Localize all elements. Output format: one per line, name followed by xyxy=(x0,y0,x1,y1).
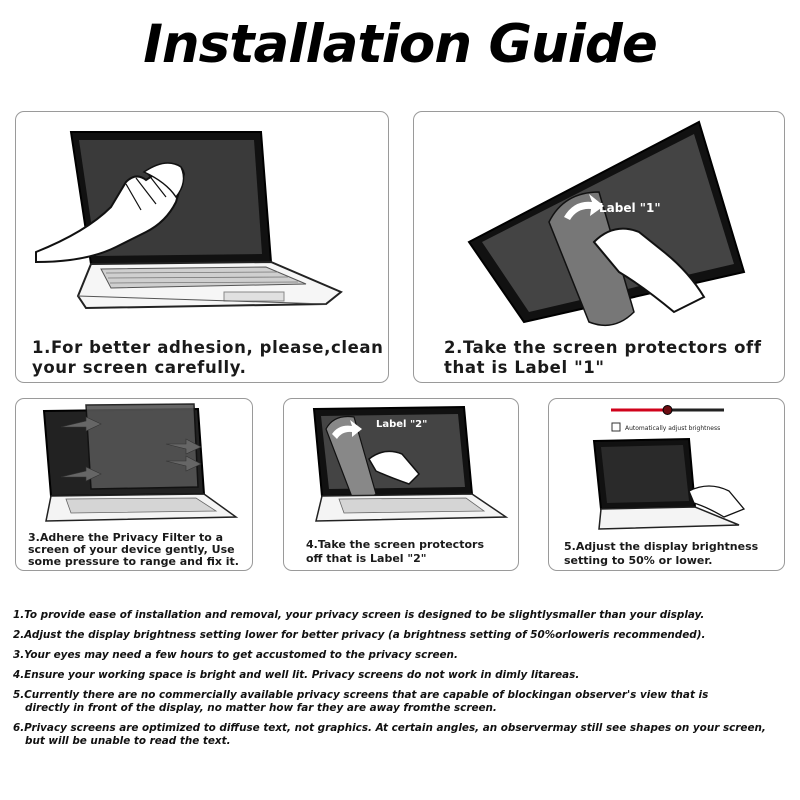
note-5-text: 5.Currently there are no commercially available privacy screens that are capable of blockingan observer's view that is xyxy=(13,689,709,701)
auto-brightness-label: Automatically adjust brightness xyxy=(625,425,721,432)
step-1-panel xyxy=(15,111,389,383)
note-3-text: 3.Your eyes may need a few hours to get accustomed to the privacy screen. xyxy=(13,649,458,661)
step-4-panel xyxy=(283,398,519,571)
note-item xyxy=(13,609,788,622)
step-3-caption: 3.Adhere the Privacy Filter to a screen of your device gently, Use some pressure to range and fix it. xyxy=(28,531,239,568)
note-item xyxy=(13,669,788,682)
note-6-text: 6.Privacy screens are optimized to diffuse text, not graphics. At certain angles, an observermay still see shapes on your screen, xyxy=(13,722,766,734)
step-1-caption: 1.For better adhesion, please,clean your screen carefully. xyxy=(32,338,384,377)
step-2-panel xyxy=(413,111,785,383)
note-1-text: 1.To provide ease of installation and removal, your privacy screen is designed to be slightlysmaller than your display. xyxy=(13,609,705,621)
note-5-continuation: directly in front of the display, no matter how far they are away fromthe screen. xyxy=(25,702,497,714)
note-item xyxy=(13,689,788,715)
step-4-caption: 4.Take the screen protectors off that is Label "2" xyxy=(306,538,484,565)
label-1-tag: Label "1" xyxy=(599,201,661,215)
brightness-slider-knob[interactable] xyxy=(663,406,672,415)
laptop-cleaning-illustration xyxy=(16,112,389,337)
note-item xyxy=(13,629,788,642)
label-2-tag: Label "2" xyxy=(376,419,428,430)
note-2-text: 2.Adjust the display brightness setting lower for better privacy (a brightness setting of 50%orloweris recommended). xyxy=(13,629,706,641)
step-3-panel xyxy=(15,398,253,571)
auto-brightness-checkbox[interactable] xyxy=(612,423,620,431)
brightness-illustration xyxy=(549,399,785,534)
step-5-panel xyxy=(548,398,785,571)
note-item xyxy=(13,649,788,662)
note-4-text: 4.Ensure your working space is bright and well lit. Privacy screens do not work in dimly litareas. xyxy=(13,669,580,681)
step-2-caption: 2.Take the screen protectors off that is Label "1" xyxy=(444,338,762,377)
step-5-caption: 5.Adjust the display brightness setting to 50% or lower. xyxy=(564,540,759,567)
adhere-filter-illustration xyxy=(16,399,253,529)
peel-label-1-illustration xyxy=(414,112,785,337)
page-title: Installation Guide xyxy=(143,14,657,75)
notes-list xyxy=(13,609,788,755)
note-6-continuation: but will be unable to read the text. xyxy=(25,735,231,747)
note-item xyxy=(13,722,788,748)
peel-label-2-illustration xyxy=(284,399,519,529)
